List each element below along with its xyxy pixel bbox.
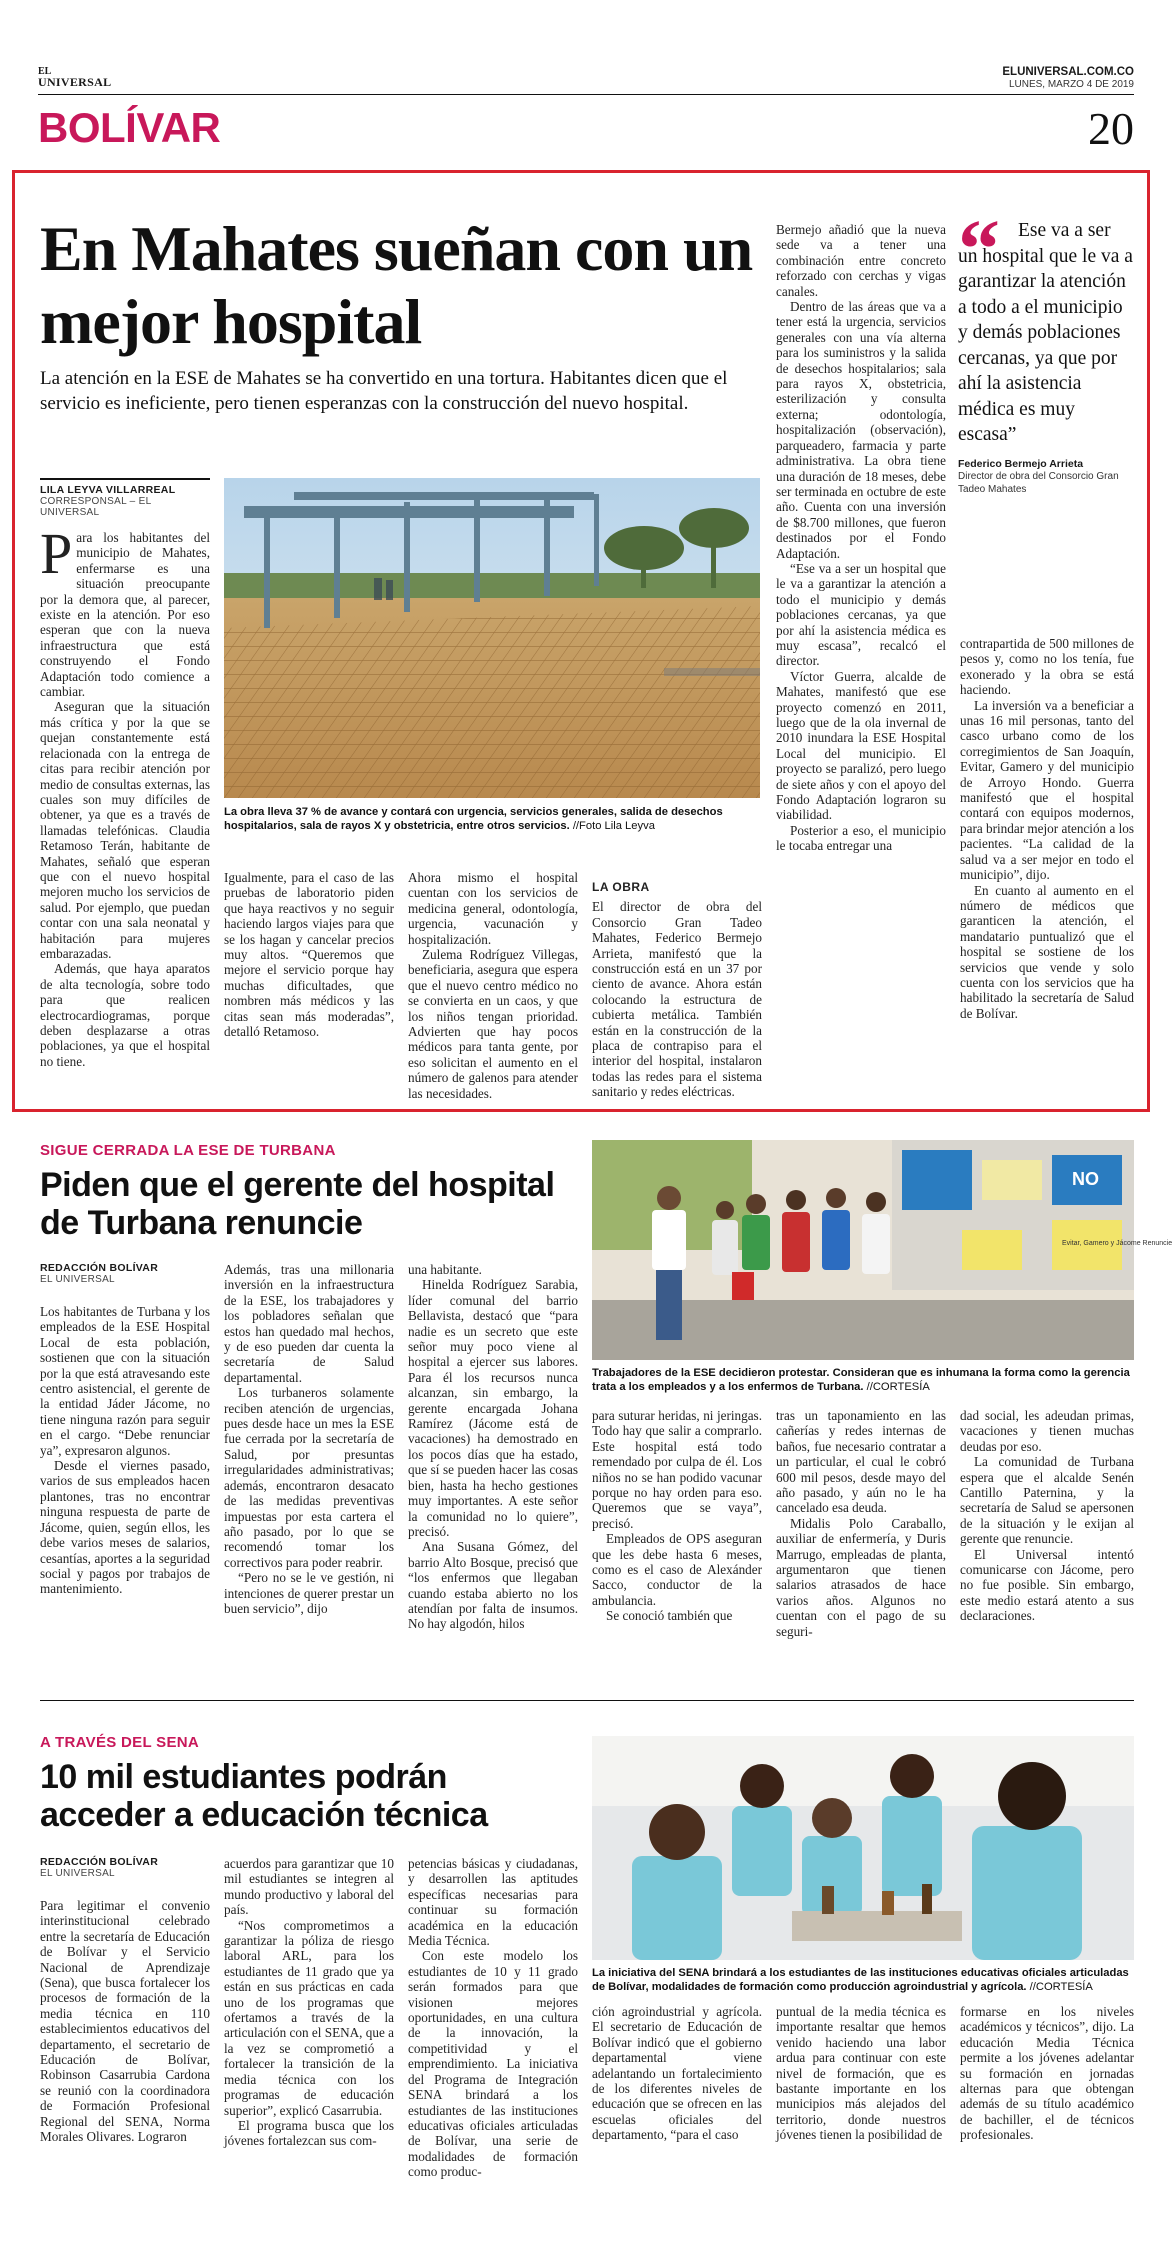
paragraph: Con este modelo los estudiantes de 10 y 11 grado serán formados para que visionen mejores oportunidades, en una cultura de la innovación, la competitividad y el emprendimiento. La iniciativa del Programa de Integración SENA brindará a los estudiantes de las instituciones educativas oficiales articuladas de Bolívar, una serie de modalidades de formación como produc- bbox=[408, 1948, 578, 2180]
article1-col-6 bbox=[960, 636, 1134, 1021]
article3-headline: 10 mil estudiantes podrán acceder a educación técnica bbox=[40, 1758, 488, 1834]
article3-col-6 bbox=[960, 2004, 1134, 2143]
paragraph: para suturar heridas, ni jeringas. Todo hay que salir a comprarlo. Este hospital está todo remendado por culpa de él. Los niños no se han podido vacunar porque no hay orden para eso. Queremos que se vaya”, precisó. bbox=[592, 1408, 762, 1531]
paragraph: Además, que haya aparatos de alta tecnología, sobre todo para que realicen electrocardiogramas, porque deben desplazarse a otras poblaciones, ya que el hospital no tiene. bbox=[40, 961, 210, 1069]
paragraph: formarse en los niveles académicos y técnicos”, dijo. La educación Media Técnica permite a los jóvenes adelantar su formación en jornadas alternas para que obtengan además de su título académico de bachiller, el de técnicos profesionales. bbox=[960, 2004, 1134, 2143]
article3-kicker: A TRAVÉS DEL SENA bbox=[40, 1734, 200, 1751]
protest-photo bbox=[592, 1140, 1172, 1360]
article1-lead: La atención en la ESE de Mahates se ha convertido en una tortura. Habitantes dicen que el servicio es ineficiente, pero tienen esperanzas con la construcción del nuevo hospital. bbox=[40, 368, 728, 414]
pull-quote bbox=[958, 203, 1134, 496]
article2-col-1 bbox=[40, 1304, 210, 1597]
article2-headline: Piden que el gerente del hospital de Turbana renuncie bbox=[40, 1166, 555, 1242]
paragraph: Igualmente, para el caso de las pruebas de laboratorio piden que haya reactivos y no seguir haciendo largos viajes para que se los hagan y cancelar precios muy altos. “Queremos que mejore el servicio porque hay muchas dificultades, que nombren más médicos y las citas sean más moderadas”, detalló Retamoso. bbox=[224, 870, 394, 1040]
masthead-rule bbox=[38, 94, 1134, 95]
paragraph: Ahora mismo el hospital cuentan con los servicios de medicina general, odontología, urgencia, vacunación y hospitalización. bbox=[408, 870, 578, 947]
paragraph: petencias básicas y ciudadanas, y desarrollen las aptitudes específicas necesarias para continuar su formación académica en la educación Media Técnica. bbox=[408, 1856, 578, 1949]
paragraph: El Universal intentó comunicarse con Jácome, pero no fue posible. Sin embargo, este medio estará atento a sus declaraciones. bbox=[960, 1546, 1134, 1624]
protest-illustration bbox=[592, 1140, 1172, 1360]
paragraph: Se conoció también que bbox=[606, 1608, 733, 1624]
paragraph: “Pero no se le ve gestión, ni intenciones de querer prestar un buen servicio”, dijo bbox=[224, 1570, 394, 1616]
article3-col-2 bbox=[224, 1856, 394, 2149]
article3-byline bbox=[40, 1856, 190, 1879]
paragraph: ción agroindustrial y agrícola. El secretario de Educación de Bolívar indicó que el gobierno departamental viene adelantando un fortalecimiento de los diferentes niveles de educación que se ofrecen en las escuelas oficiales del departamento, “para el caso bbox=[592, 2004, 762, 2143]
byline-name: LILA LEYVA VILLARREAL bbox=[40, 484, 176, 496]
article3-col-5 bbox=[776, 2004, 946, 2143]
paragraph: Aseguran que la situación más crítica y por la que se quejan constantemente está relacionada con la entrega de citas para recibir atención por medio de consultas externas, las cuales son muy difíciles de obtener, ya que es a través de llamadas telefónicas. Claudia Retamoso Terán, habitante de Mahates, señaló que esperan que con el nuevo hospital mejoren mucho los servicios de salud. Por ejemplo, que puedan contar con una sala neonatal y habitación para mujeres embarazadas. bbox=[40, 699, 210, 961]
paragraph: Para legitimar el convenio interinstitucional celebrado entre la secretaría de Educación de Bolívar y el Servicio Nacional de Aprendizaje (Sena), que busca fortalecer los procesos de formación de la media técnica en 110 establecimientos educativos del departamento, el secretario de Educación de Bolívar, Robinson Casarrubia Cardona se reunió con la coordinadora de Formación Profesional Regional del SENA, Norma Morales Olivares. Lograron bbox=[40, 1898, 210, 2145]
construction-photo bbox=[224, 478, 760, 798]
byline-role: CORRESPONSAL – EL UNIVERSAL bbox=[40, 496, 152, 518]
paragraph: dad social, les adeudan primas, vacaciones y tienen muchas deudas por eso. bbox=[960, 1408, 1134, 1454]
paragraph: El programa busca que los jóvenes fortalezcan sus com- bbox=[224, 2117, 394, 2149]
article1-byline bbox=[40, 478, 210, 518]
logo-line-1: EL bbox=[38, 66, 52, 77]
paragraph: Los habitantes de Turbana y los empleados de la ESE Hospital Local de esta población, sostienen que con la situación por la que está atravesando este centro asistencial, el gerente de la entidad Jáder Jácome, no tiene ninguna razón para seguir en el cargo. “Debe renunciar ya”, expresaron algunos. bbox=[40, 1304, 210, 1458]
paragraph: Además, tras una millonaria inversión en la infraestructura de la ESE, los trabajadores y los pobladores señalan que estos han quedado mal hechos, y de eso pueden dar cuenta la secretaría de Salud departamental. bbox=[224, 1262, 394, 1385]
logo bbox=[38, 66, 111, 88]
paragraph: Zulema Rodríguez Villegas, beneficiaria, asegura que espera que el nuevo centro médico no se convierta en un caos, y que los niños tengan prioridad. Advierten que hay pocos médicos para tanta gente, por eso solicitan el aumento en el número de galenos para atender las necesidades. bbox=[408, 947, 578, 1101]
paragraph: puntual de la media técnica es importante resaltar que hemos venido haciendo una labor ardua para continuar con este nivel de formación, que es bastante importante en los municipios más alejados del territorio, donde nuestros jóvenes tienen la posibilidad de bbox=[776, 2004, 946, 2143]
paragraph: Posterior a eso, el municipio le tocaba entregar una bbox=[776, 822, 946, 854]
byline-role: EL UNIVERSAL bbox=[40, 1274, 115, 1285]
quote-mark-icon: “ bbox=[958, 203, 1000, 296]
paragraph: una habitante. bbox=[408, 1262, 482, 1277]
article1-headline: En Mahates sueñan con un mejor hospital bbox=[40, 213, 753, 357]
article2-col-6 bbox=[960, 1408, 1134, 1624]
article3-col-4 bbox=[592, 2004, 762, 2143]
website: ELUNIVERSAL.COM.CO bbox=[1002, 66, 1134, 78]
logo-line-2: UNIVERSAL bbox=[38, 75, 112, 89]
article1-photo-caption bbox=[224, 805, 760, 833]
paragraph: La comunidad de Turbana espera que el alcalde Senén Cantillo Paternina, y la secretaría de Salud se apersonen de la situación y le exijan al gerente que renuncie. bbox=[960, 1454, 1134, 1547]
quote-author: Federico Bermejo Arrieta bbox=[958, 457, 1084, 470]
article2-col-4 bbox=[592, 1408, 762, 1624]
quote-text: Ese va a ser un hospital que le va a garantizar la atención a todo a el municipio y demás poblaciones cercanas, ya que por ahí la asistencia médica es muy escasa” bbox=[958, 220, 1133, 445]
protest-sign-text: Evitar, Gamero y Jácome Renuncie bbox=[1062, 1240, 1172, 1247]
article3-photo-caption bbox=[592, 1966, 1134, 1994]
paragraph: Midalis Polo Caraballo, auxiliar de enfermería, y Duris Marrugo, empleadas de planta, argumentaron que tienen salarios atrasados de hace varios años. Algunos no cuentan con el pago de su seguri- bbox=[776, 1515, 946, 1639]
paragraph: tras un taponamiento en las cañerías y redes internas de baños, fue necesario contratar a un particular, el cual le cobró 600 mil pesos, desde mayo del año pasado, y aún no le ha cancelado esa deuda. bbox=[776, 1408, 946, 1516]
caption-credit: //Foto Lila Leyva bbox=[572, 820, 655, 832]
masthead bbox=[38, 66, 1134, 156]
paragraph: Dentro de las áreas que va a tener está la urgencia, servicios generales con una vía alterna para los suministros y la salida de desechos hospitalarios; sala para rayos X, obstetricia, esterilización y consulta externa; odontología, hospitalización (observación), parqueadero, farmacia y parte administrativa. La obra tiene una duración de 18 meses, debe ser terminada en octubre de este año. Cuenta con una inversión de $8.700 millones, que fueron destinados por el Fondo Adaptación. bbox=[776, 299, 946, 561]
paragraph: Empleados de OPS aseguran que les debe hasta 6 meses, como es el caso de Alexánder Sacco, conductor de la ambulancia. bbox=[592, 1531, 762, 1608]
section-divider bbox=[40, 1700, 1134, 1701]
issue-date: LUNES, MARZO 4 DE 2019 bbox=[1008, 79, 1134, 90]
article3-col-1 bbox=[40, 1898, 210, 2145]
paragraph: “Nos comprometimos a garantizar la póliza de riesgo laboral ARL, para los estudiantes de 11 grado que ya están en sus prácticas en cada uno de los programas que ofertamos a través de la articulación con el SENA, que a la vez se comprometió a fortalecer la transición de la media técnica con los programas de educación superior”, explicó Casarrubia. bbox=[224, 1917, 394, 2118]
paragraph: Víctor Guerra, alcalde de Mahates, manifestó que ese proyecto comenzó en 2011, luego que de la ola invernal de 2010 inundara la ESE Hospital Local del municipio. El proyecto se paralizó, pero luego de siete años y con el apoyo del Fondo Adaptación lograron su viabilidad. bbox=[776, 668, 946, 823]
paragraph: acuerdos para garantizar que 10 mil estudiantes se integren al mundo productivo y laboral del país. bbox=[224, 1856, 394, 1918]
article3-col-3 bbox=[408, 1856, 578, 2180]
article1-col-5 bbox=[776, 222, 946, 854]
subhead: LA OBRA bbox=[592, 880, 650, 894]
drop-cap: P bbox=[40, 521, 73, 586]
article2-col-5 bbox=[776, 1408, 946, 1639]
article2-kicker: SIGUE CERRADA LA ESE DE TURBANA bbox=[40, 1142, 336, 1159]
students-photo bbox=[592, 1736, 1134, 1960]
article2-col-3 bbox=[408, 1262, 578, 1632]
protest-sign-text: NO bbox=[1072, 1169, 1099, 1189]
paragraph: Bermejo añadió que la nueva sede va a tener una combinación entre concreto reforzado con cerchas y vigas canales. bbox=[776, 222, 946, 299]
paragraph: En cuanto al aumento en el número de médicos que garanticen la atención, el mandatario puntualizó que el hospital se sostiene de los servicios que vende y solo cuenta con los servicios que ha habilitado la secretaría de Salud de Bolívar. bbox=[960, 882, 1134, 1021]
article1-col-4 bbox=[592, 870, 762, 1100]
paragraph: La inversión va a beneficiar a unas 16 mil personas, tanto del casco urbano como de los corregimientos de San Joaquín, Evitar, Gamero y del municipio de Arroyo Hondo. Guerra manifestó que el hospital contará con equipos modernos, para brindar mejor atención a los pacientes. “La calidad de la salud va a ser mejor en todo el municipio”, dijo. bbox=[960, 697, 1134, 883]
article1-col-3 bbox=[408, 870, 578, 1101]
caption-credit: //CORTESÍA bbox=[1029, 1981, 1093, 1993]
caption-text: La iniciativa del SENA brindará a los estudiantes de las instituciones educativas oficiales articuladas de Bolívar, modalidades de formación como producción agroindustrial y agrícola. bbox=[592, 1967, 1129, 1993]
students-illustration bbox=[592, 1736, 1134, 1960]
section-name: BOLÍVAR bbox=[38, 104, 221, 151]
caption-credit: //CORTESÍA bbox=[866, 1381, 930, 1393]
byline-name: REDACCIÓN BOLÍVAR bbox=[40, 1856, 159, 1868]
article1-col-2 bbox=[224, 870, 394, 1039]
page-number: 20 bbox=[1088, 103, 1134, 154]
article2-photo-caption bbox=[592, 1366, 1134, 1394]
article2-byline bbox=[40, 1262, 190, 1285]
paragraph: contrapartida de 500 millones de pesos y, como no los tenía, fue exonerado y la obra se está haciendo. bbox=[960, 636, 1134, 698]
caption-text: La obra lleva 37 % de avance y contará con urgencia, servicios generales, salida de desechos hospitalarios, sala de rayos X y obstetricia, entre otros servicios. bbox=[224, 806, 723, 832]
construction-site-illustration bbox=[224, 478, 760, 798]
caption-text: Trabajadores de la ESE decidieron protestar. Consideran que es inhumana la forma como la gerencia trata a los empleados y a los enfermos de Turbana. bbox=[592, 1367, 1130, 1393]
byline-name: REDACCIÓN BOLÍVAR bbox=[40, 1262, 159, 1274]
paragraph: Ana Susana Gómez, del barrio Alto Bosque, precisó que “los enfermos que llegaban cuando estaba abierto no los atendían por falta de insumos. No hay algodón, hilos bbox=[408, 1539, 578, 1632]
paragraph: “Ese va a ser un hospital que le va a garantizar la atención a todo el municipio y demás poblaciones cercanas, ya que por ahí la asistencia médica es muy escasa”, recalcó el director. bbox=[776, 560, 946, 669]
article2-col-2 bbox=[224, 1262, 394, 1616]
paragraph: El director de obra del Consorcio Gran Tadeo Mahates, Federico Bermejo Arrieta, manifestó que la construcción está en un 37 por ciento de avance. Ahora están colocando la estructura de cubierta metálica. También están en la construcción de la placa de contrapiso para el interior del hospital, instalaron todas las redes para el sistema sanitario y redes eléctricas. bbox=[592, 899, 762, 1100]
paragraph: Los turbaneros solamente reciben atención de urgencias, pues desde hace un mes la ESE fue cerrada por la secretaría de Salud, por presuntas irregularidades administrativas; además, encontraron desacato de las medidas preventivas impuestas por esta cartera el año pasado, por lo que se recomendó tomar los correctivos para poder reabrir. bbox=[224, 1385, 394, 1570]
paragraph: ara los habitantes del municipio de Mahates, enfermarse es una situación preocupante por la demora que, al parecer, existe en la atención. Por eso esperan que con la nueva infraestructura que está construyendo el Fondo Adaptación todo comience a cambiar. bbox=[40, 530, 210, 700]
byline-role: EL UNIVERSAL bbox=[40, 1868, 115, 1879]
article1-col-1 bbox=[40, 521, 210, 1069]
quote-role: Director de obra del Consorcio Gran Tadeo Mahates bbox=[958, 470, 1119, 495]
paragraph: Hinelda Rodríguez Sarabia, líder comunal del barrio Bellavista, destacó que “para nadie es un secreto que este señor muy poco viene al hospital a ejercer sus labores. Para él los recursos nunca alcanzan, sin embargo, la gerente encargada Johana Ramírez (Jácome está de vacaciones) ha demostrado en los pocos días que ha estado, que sí se pueden hacer las cosas bien, hasta ha hecho gestiones muy importantes. A este señor la comunidad no lo quiere”, precisó. bbox=[408, 1277, 578, 1539]
paragraph: Desde el viernes pasado, varios de sus empleados hacen plantones, tras no encontrar ninguna respuesta de parte de Jácome, quien, según ellos, les debe varios meses de salarios, cesantías, aportes a la seguridad social y pagos por trabajos de mantenimiento. bbox=[40, 1458, 210, 1597]
